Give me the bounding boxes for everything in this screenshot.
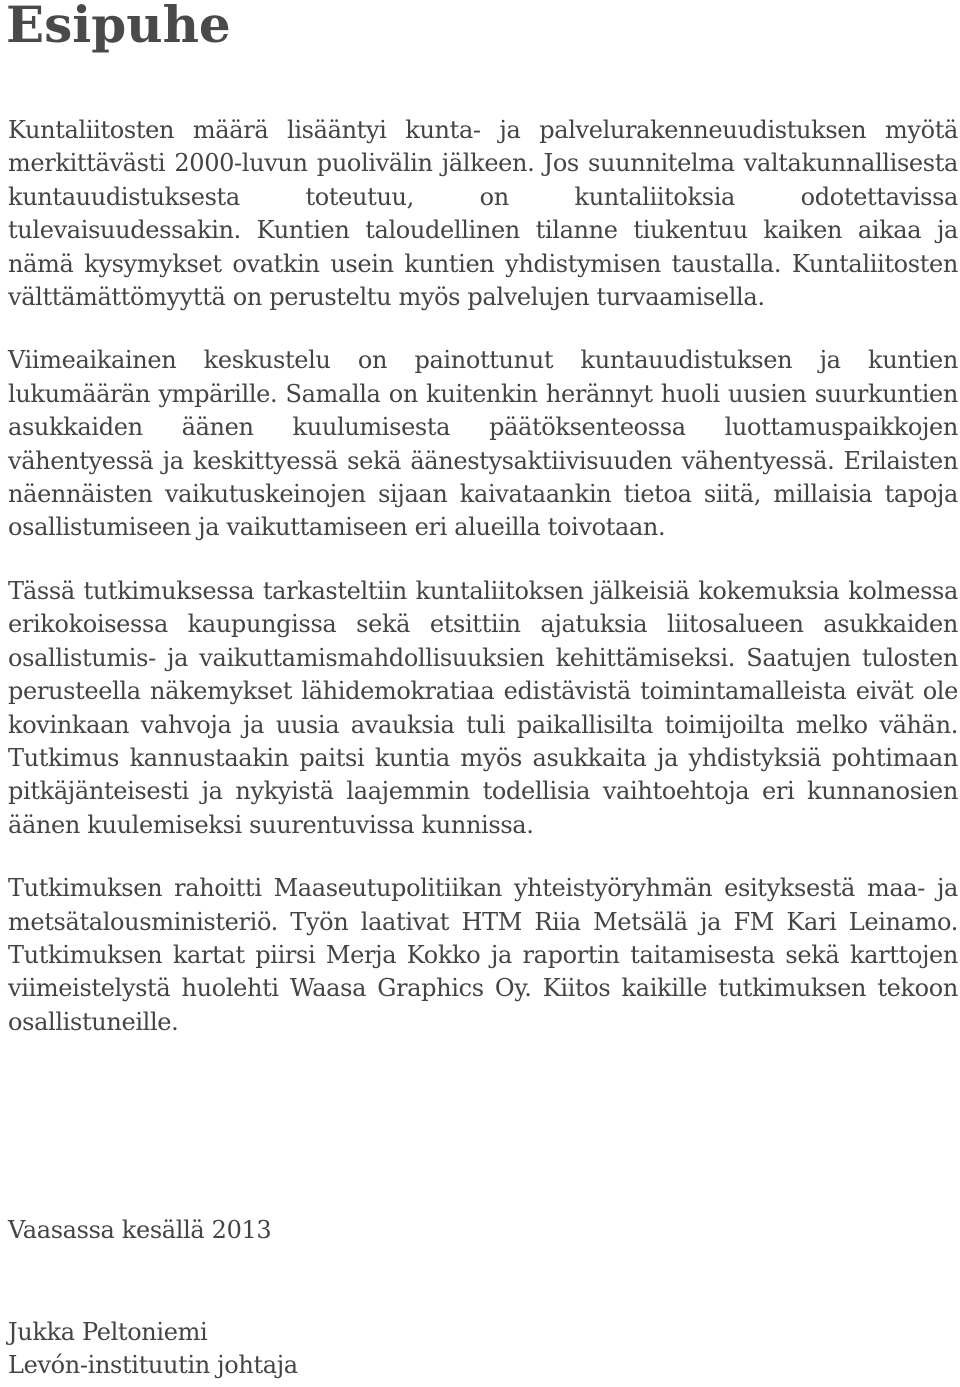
paragraph-2: Viimeaikainen keskustelu on painottunut kuntauudistuksen ja kuntien lukumäärän ympärille. Samalla on kuitenkin herännyt huoli uusien suurkuntien asukkaiden äänen kuulumisesta päätöksenteossa luottamuspaikkojen vähentyessä ja keskittyessä sekä äänestysaktiivisuuden vähentyessä. Erilaisten näennäisten vaikutuskeinojen sijaan kaivataankin tietoa siitä, millaisia tapoja osallistumiseen ja vaikuttamiseen eri alueilla toivotaan.: [8, 346, 958, 542]
page-title: Esipuhe: [6, 0, 231, 54]
body-text: [8, 114, 958, 1069]
signature-role: Levón-instituutin johtaja: [8, 1351, 298, 1380]
signature-name: Jukka Peltoniemi: [8, 1318, 208, 1346]
paragraph-1: Kuntaliitosten määrä lisääntyi kunta- ja palvelurakenneuudistuksen myötä merkittävästi 2000-luvun puolivälin jälkeen. Jos suunnitelma valtakunnallisesta kuntauudistuksesta toteutuu, on kuntaliitoksia odotettavissa tulevaisuudessakin. Kuntien taloudellinen tilanne tiukentuu kaiken aikaa ja nämä kysymykset ovatkin usein kuntien yhdistymisen taustalla. Kuntaliitosten välttämättömyyttä on perusteltu myös palvelujen turvaamisella.: [8, 116, 958, 312]
paragraph-4: Tutkimuksen rahoitti Maaseutupolitiikan yhteistyöryhmän esityksestä maa- ja metsätalousministeriö. Työn laativat HTM Riia Metsälä ja FM Kari Leinamo. Tutkimuksen kartat piirsi Merja Kokko ja raportin taitamisesta sekä karttojen viimeistelystä huolehti Waasa Graphics Oy. Kiitos kaikille tutkimuksen tekoon osallistuneille.: [8, 874, 958, 1036]
place-date: Vaasassa kesällä 2013: [8, 1216, 272, 1244]
signature-block: [8, 1316, 298, 1383]
paragraph-3: Tässä tutkimuksessa tarkasteltiin kuntaliitoksen jälkeisiä kokemuksia kolmessa erikokoisessa kaupungissa sekä etsittiin ajatuksia liitosalueen asukkaiden osallistumis- ja vaikuttamismahdollisuuksien kehittämiseksi. Saatujen tulosten perusteella näkemykset lähidemokratiaa edistävistä toimintamalleista eivät ole kovinkaan vahvoja ja uusia avauksia tuli paikallisilta toimijoilta melko vähän. Tutkimus kannustaakin paitsi kuntia myös asukkaita ja yhdistyksiä pohtimaan pitkäjänteisesti ja nykyistä laajemmin todellisia vaihtoehtoja eri kunnanosien äänen kuulemiseksi suurentuvissa kunnissa.: [8, 576, 958, 839]
